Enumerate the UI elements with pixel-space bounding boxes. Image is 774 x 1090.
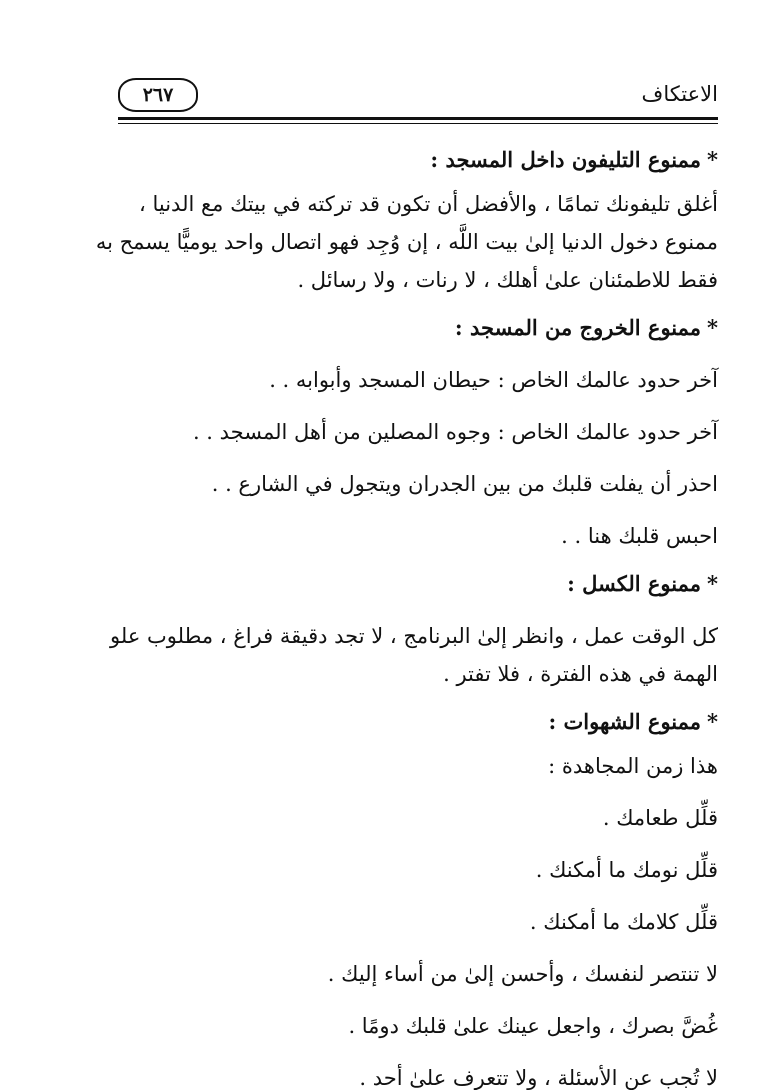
- paragraph-line: قلِّل نومك ما أمكنك .: [535, 858, 718, 882]
- section-heading-laziness: [58, 572, 718, 596]
- heading-text: ممنوع الخروج من المسجد :: [454, 315, 702, 340]
- heading-text: ممنوع التليفون داخل المسجد :: [430, 147, 702, 172]
- paragraph-line: الهمة في هذه الفترة ، فلا تفتر .: [443, 662, 718, 686]
- section-heading-phone: [58, 148, 718, 172]
- paragraph-line: هذا زمن المجاهدة :: [548, 754, 718, 778]
- section-heading-desires: [58, 710, 718, 734]
- header-rule-thick: [118, 117, 718, 120]
- asterisk-bullet: *: [707, 315, 718, 340]
- asterisk-bullet: *: [707, 571, 718, 596]
- heading-text: ممنوع الشهوات :: [548, 709, 702, 734]
- asterisk-bullet: *: [707, 709, 718, 734]
- paragraph-line: قلِّل طعامك .: [602, 806, 718, 830]
- heading-text: ممنوع الكسل :: [567, 571, 702, 596]
- page-number-badge: [118, 78, 198, 112]
- page-body: [58, 138, 718, 1090]
- paragraph-line: آخر حدود عالمك الخاص : حيطان المسجد وأبوابه . .: [269, 368, 718, 392]
- section-heading-leaving: [58, 316, 718, 340]
- paragraph-line: غُضَّ بصرك ، واجعل عينك علىٰ قلبك دومًا .: [348, 1014, 718, 1038]
- paragraph-line: لا تنتصر لنفسك ، وأحسن إلىٰ من أساء إليك .: [327, 962, 718, 986]
- paragraph-line: كل الوقت عمل ، وانظر إلىٰ البرنامج ، لا تجد دقيقة فراغ ، مطلوب علو: [110, 624, 718, 648]
- paragraph-line: فقط للاطمئنان علىٰ أهلك ، لا رنات ، ولا رسائل .: [297, 268, 718, 292]
- paragraph-line: لا تُجب عن الأسئلة ، ولا تتعرف علىٰ أحد .: [359, 1066, 718, 1090]
- page-header: [118, 78, 718, 114]
- paragraph-line: ممنوع دخول الدنيا إلىٰ بيت اللَّه ، إن وُجِد فهو اتصال واحد يوميًّا يسمح به: [95, 230, 718, 254]
- asterisk-bullet: *: [707, 147, 718, 172]
- header-rule-thin: [118, 123, 718, 124]
- paragraph-line: قلِّل كلامك ما أمكنك .: [529, 910, 718, 934]
- paragraph-line: احذر أن يفلت قلبك من بين الجدران ويتجول في الشارع . .: [211, 472, 718, 496]
- paragraph-line: آخر حدود عالمك الخاص : وجوه المصلين من أهل المسجد . .: [192, 420, 718, 444]
- paragraph-line: أغلق تليفونك تمامًا ، والأفضل أن تكون قد تركته في بيتك مع الدنيا ،: [139, 192, 718, 216]
- page-number: ٢٦٧: [142, 84, 174, 106]
- running-title: الاعتكاف: [641, 82, 718, 106]
- paragraph-line: احبس قلبك هنا . .: [561, 524, 718, 548]
